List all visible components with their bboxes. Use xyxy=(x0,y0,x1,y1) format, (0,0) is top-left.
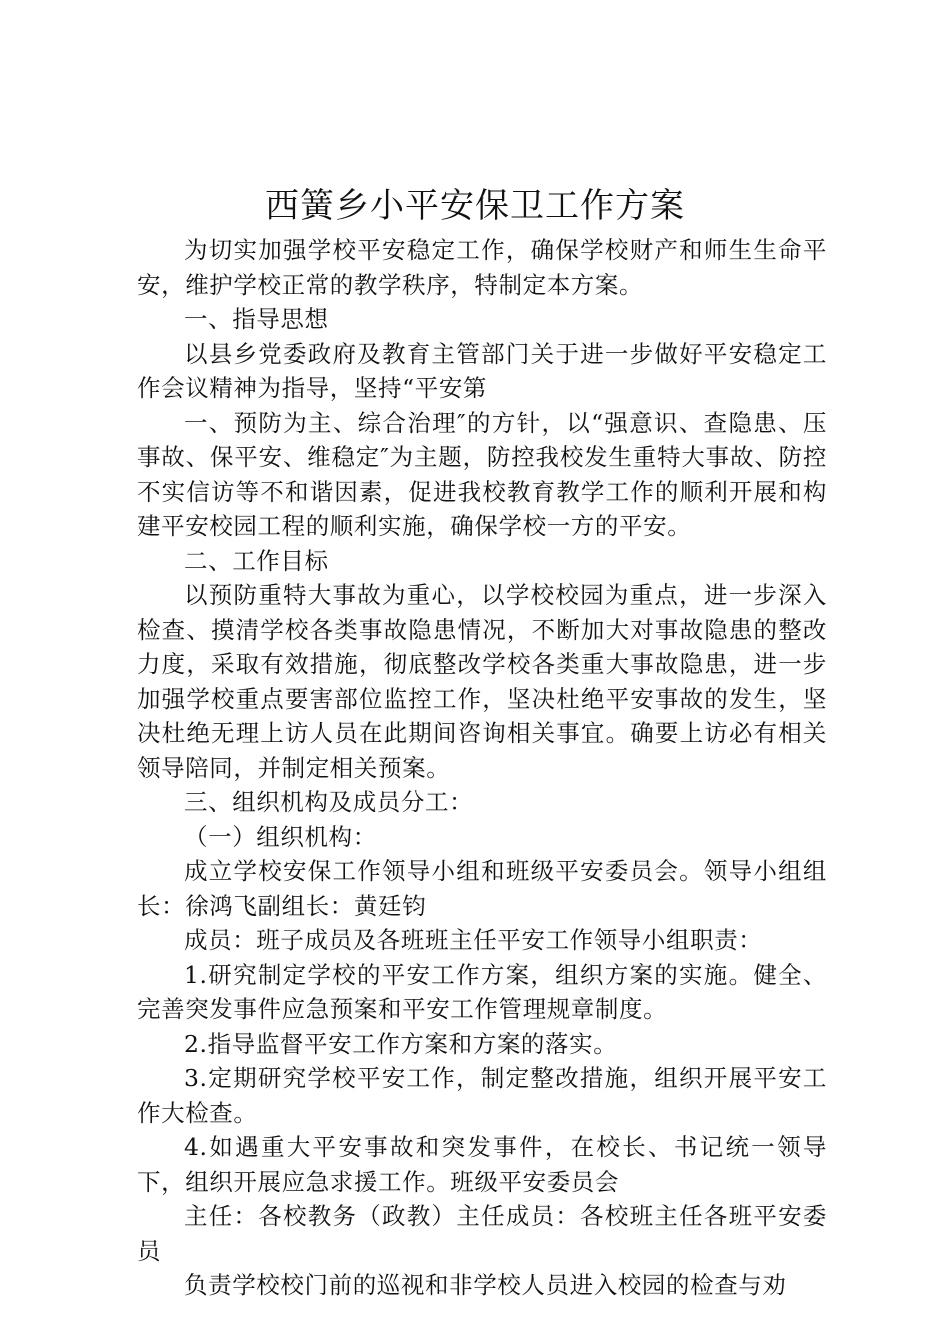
list-item-duty-2: 2.指导监督平安工作方案和方案的落实。 xyxy=(184,1029,618,1058)
paragraph-leadership-group: 成立学校安保工作领导小组和班级平安委员会。领导小组组长：徐鸿飞副组长：黄廷钧 xyxy=(137,857,827,920)
document-title: 西簧乡小平安保卫工作方案 xyxy=(265,186,685,226)
heading-guiding-ideology: 一、指导思想 xyxy=(184,305,329,333)
paragraph-class-committee: 主任：各校教务（政教）主任成员：各校班主任各班平安委员 xyxy=(137,1202,827,1265)
paragraph-gate-patrol: 负责学校校门前的巡视和非学校人员进入校园的检查与劝 xyxy=(184,1271,787,1299)
list-item-duty-1: 1.研究制定学校的平安工作方案，组织方案的实施。健全、完善突发事件应急预案和平安工作管理规章制度。 xyxy=(137,960,827,1023)
paragraph-work-goals: 以预防重特大事故为重心，以学校校园为重点，进一步深入检查、摸清学校各类事故隐患情况，不断加大对事故隐患的整改力度，采取有效措施，彻底整改学校各类重大事故隐患，进一步加强学校重点要害部位监控工作，坚决杜绝平安事故的发生，坚决杜绝无理上访人员在此期间咨询相关事宜。确要上访必有相关领导陪同，并制定相关预案。 xyxy=(137,581,827,782)
list-item-duty-4: 4.如遇重大平安事故和突发事件，在校长、书记统一领导下，组织开展应急求援工作。班级平安委员会 xyxy=(137,1133,827,1196)
list-item-duty-3: 3.定期研究学校平安工作，制定整改措施，组织开展平安工作大检查。 xyxy=(137,1064,827,1127)
paragraph-guiding-ideology-cont: 一、预防为主、综合治理″的方针，以“强意识、查隐患、压事故、保平安、维稳定″为主题，防控我校发生重特大事故、防控不实信访等不和谐因素，促进我校教育教学工作的顺利开展和构建平安校园工程的顺利实施，确保学校一方的平安。 xyxy=(137,408,827,540)
paragraph-intro: 为切实加强学校平安稳定工作，确保学校财产和师生生命平安，维护学校正常的教学秩序，特制定本方案。 xyxy=(137,236,827,299)
subheading-organization: （一）组织机构： xyxy=(184,822,377,851)
paragraph-guiding-ideology: 以县乡党委政府及教育主管部门关于进一步做好平安稳定工作会议精神为指导，坚持“平安第 xyxy=(137,339,827,402)
heading-work-goals: 二、工作目标 xyxy=(184,546,329,575)
document-body xyxy=(137,233,827,1303)
paragraph-members: 成员：班子成员及各班班主任平安工作领导小组职责： xyxy=(184,926,763,954)
heading-organization: 三、组织机构及成员分工： xyxy=(184,788,474,816)
